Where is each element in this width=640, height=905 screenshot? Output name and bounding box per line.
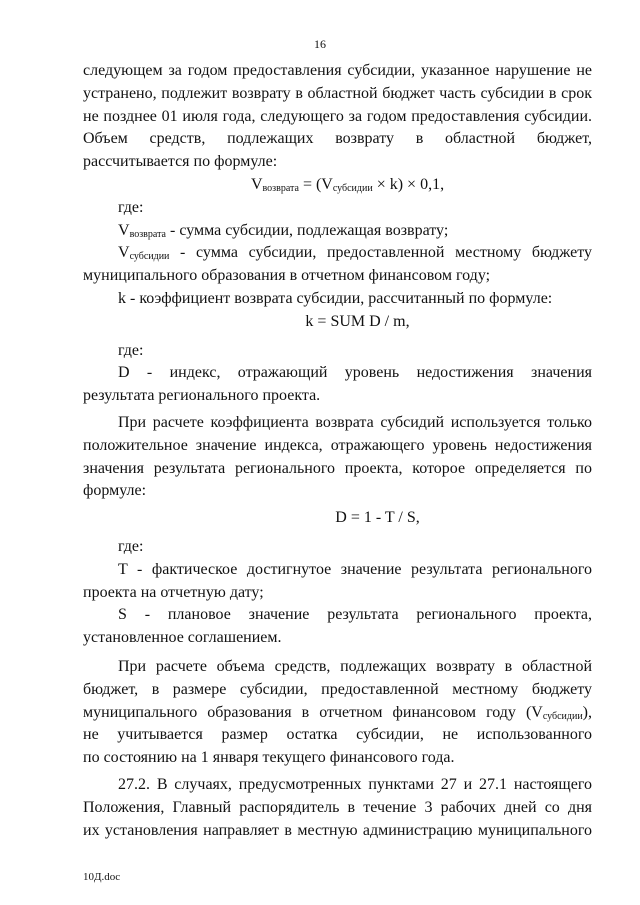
definition-v-subsidy: $V_{субсидии}$ - сумма субсидии, предоставленной местному бюджету bbox=[118, 244, 592, 263]
text-line: бюджет, в размере субсидии, предоставленной местному бюджету bbox=[83, 680, 592, 698]
page-number: 16 bbox=[314, 37, 326, 51]
definition-v-return: $V_{возврата}$ - сумма субсидии, подлежащая возврату; bbox=[118, 221, 449, 240]
text-line: не позднее 01 июля года, следующего за годом предоставления субсидии. bbox=[83, 107, 592, 125]
text-line: не учитывается размер остатка субсидии, не использованного bbox=[83, 726, 592, 744]
text-line: по состоянию на 1 января текущего финансового года. bbox=[83, 749, 455, 767]
text-line: следующем за годом предоставления субсидии, указанное нарушение не bbox=[83, 62, 592, 79]
text-line: устранено, подлежит возврату в областной бюджет часть субсидии в срок bbox=[83, 84, 592, 102]
text-line: муниципального образования в отчетном финансовом году $(V_{субсидии})$, bbox=[83, 703, 592, 722]
where-label: где: bbox=[118, 537, 144, 555]
paragraph-volume: При расчете объема средств, подлежащих возврату в областной bbox=[118, 657, 592, 675]
text-line: проекта на отчетную дату; bbox=[83, 583, 264, 601]
footer-filename: 10Д.doc bbox=[83, 871, 121, 883]
formula-return-volume: $V_{возврата} = (V_{субсидии} \times k) \times 0,1$, bbox=[250, 175, 445, 194]
text-line: Положения, Главный распорядитель в течение 3 рабочих дней со дня bbox=[83, 798, 592, 816]
definition-d: D - индекс, отражающий уровень недостижения значения bbox=[118, 364, 592, 382]
text-line: Объем средств, подлежащих возврату в областной бюджет, bbox=[83, 130, 592, 148]
definition-t: T - фактическое достигнутое значение результата регионального bbox=[118, 560, 592, 578]
text-line: рассчитывается по формуле: bbox=[83, 153, 278, 171]
where-label: где: bbox=[118, 341, 144, 359]
formula-d: D = 1 - T / S, bbox=[335, 509, 420, 527]
text-line: установленное соглашением. bbox=[83, 629, 282, 647]
where-label: где: bbox=[118, 198, 144, 216]
paragraph-index: При расчете коэффициента возврата субсидий используется только bbox=[118, 413, 592, 431]
document-body bbox=[83, 60, 592, 842]
formula-k: k = SUM D / m, bbox=[305, 312, 410, 330]
paragraph-27-2: 27.2. В случаях, предусмотренных пунктами 27 и 27.1 настоящего bbox=[118, 775, 592, 793]
text-line: муниципального образования в отчетном финансовом году; bbox=[83, 267, 491, 285]
text-line: их установления направляет в местную администрацию муниципального bbox=[83, 821, 592, 839]
text-line: формуле: bbox=[83, 482, 147, 500]
text-line: результата регионального проекта. bbox=[83, 387, 321, 405]
definition-s: S - плановое значение результата регионального проекта, bbox=[118, 606, 592, 624]
text-line: значения результата регионального проекта, которое определяется по bbox=[83, 459, 592, 477]
definition-k: k - коэффициент возврата субсидии, рассчитанный по формуле: bbox=[118, 289, 553, 307]
text-line: положительное значение индекса, отражающего уровень недостижения bbox=[83, 436, 592, 454]
